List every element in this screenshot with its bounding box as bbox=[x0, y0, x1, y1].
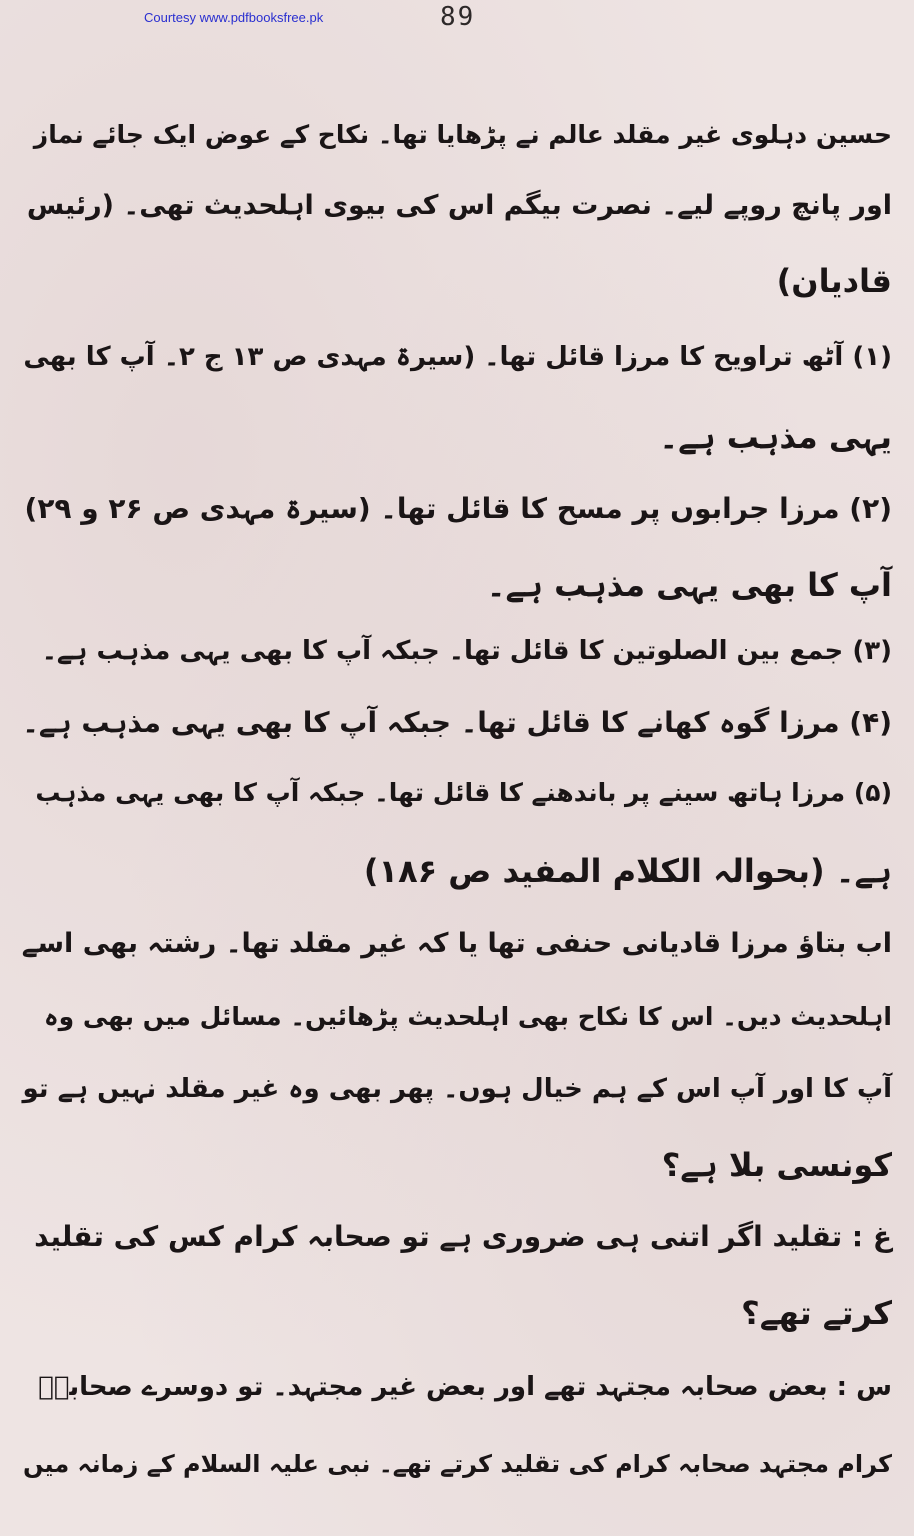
text-line: ہے۔ (بحوالہ الکلام المفید ص ۱۸۶) bbox=[363, 852, 892, 890]
text-line: کرام مجتہد صحابہ کرام کی تقلید کرتے تھے۔ نبی علیہ السلام کے زمانہ میں bbox=[22, 1450, 892, 1478]
text-line: (۵) مرزا ہاتھ سینے پر باندھنے کا قائل تھا۔ جبکہ آپ کا بھی یہی مذہب bbox=[35, 778, 892, 807]
text-line: یہی مذہب ہے۔ bbox=[659, 418, 892, 456]
text-line: آپ کا اور آپ اس کے ہم خیال ہوں۔ پھر بھی وہ غیر مقلد نہیں ہے تو bbox=[22, 1074, 892, 1104]
text-line: اہلحدیث دیں۔ اس کا نکاح بھی اہلحدیث پڑھائیں۔ مسائل میں بھی وہ bbox=[43, 1002, 892, 1031]
text-line: کونسی بلا ہے؟ bbox=[661, 1146, 892, 1184]
text-line: غ : تقلید اگر اتنی ہی ضروری ہے تو صحابہ کرام کس کی تقلید bbox=[34, 1220, 892, 1253]
text-line: اب بتاؤ مرزا قادیانی حنفی تھا یا کہ غیر مقلد تھا۔ رشتہ بھی اسے bbox=[21, 928, 892, 959]
text-line: س : بعض صحابہ مجتہد تھے اور بعض غیر مجتہد۔ تو دوسرے صحابہؓ bbox=[38, 1372, 892, 1402]
text-line: (۲) مرزا جرابوں پر مسح کا قائل تھا۔ (سیرۃ مہدی ص ۲۶ و ۲۹) bbox=[24, 492, 892, 525]
text-line: اور پانچ روپے لیے۔ نصرت بیگم اس کی بیوی اہلحدیث تھی۔ (رئیس bbox=[26, 190, 892, 221]
text-line: (۳) جمع بین الصلوتین کا قائل تھا۔ جبکہ آپ کا بھی یہی مذہب ہے۔ bbox=[41, 636, 892, 666]
text-line: آپ کا بھی یہی مذہب ہے۔ bbox=[486, 566, 892, 604]
text-line: (۱) آٹھ تراویح کا مرزا قائل تھا۔ (سیرۃ مہدی ص ۱۳ ج ۲۔ آپ کا بھی bbox=[23, 342, 892, 372]
text-line: قادیان) bbox=[776, 262, 892, 300]
courtesy-link[interactable]: Courtesy www.pdfbooksfree.pk bbox=[144, 10, 324, 25]
page-number: 89 bbox=[440, 2, 476, 32]
text-line: کرتے تھے؟ bbox=[741, 1294, 892, 1332]
text-line: (۴) مرزا گوہ کھانے کا قائل تھا۔ جبکہ آپ کا بھی یہی مذہب ہے۔ bbox=[22, 706, 892, 739]
text-line: حسین دہلوی غیر مقلد عالم نے پڑھایا تھا۔ نکاح کے عوض ایک جائے نماز bbox=[33, 120, 892, 149]
